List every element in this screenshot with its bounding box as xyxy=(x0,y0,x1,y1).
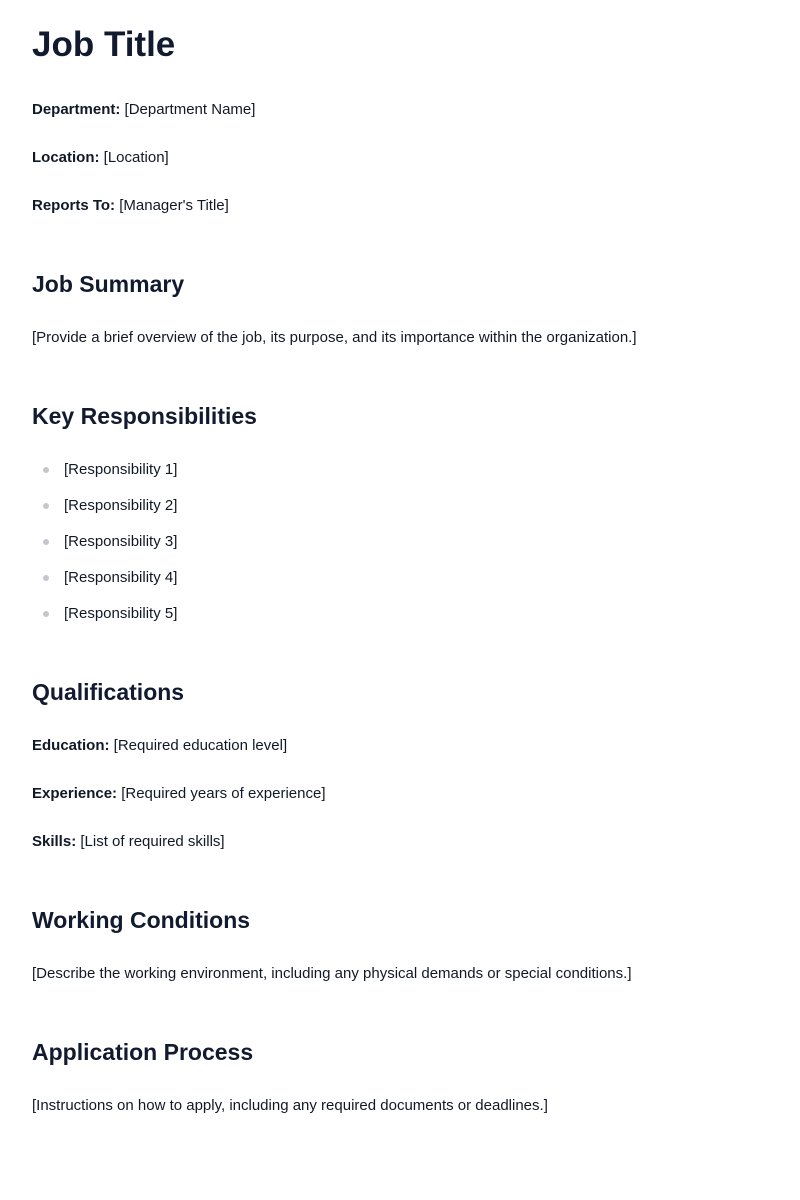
job-summary-heading: Job Summary xyxy=(32,271,185,297)
department-value: [Department Name] xyxy=(124,101,256,118)
list-item: [Responsibility 3] xyxy=(64,533,178,550)
skills-value: [List of required skills] xyxy=(80,833,225,850)
working-conditions-heading: Working Conditions xyxy=(32,907,251,933)
bullet-icon xyxy=(43,539,49,545)
key-responsibilities-heading: Key Responsibilities xyxy=(32,403,257,429)
list-item: [Responsibility 2] xyxy=(64,497,178,514)
education-label: Education: xyxy=(32,737,110,754)
application-process-heading: Application Process xyxy=(32,1039,254,1065)
experience-label: Experience: xyxy=(32,785,118,802)
department-label: Department: xyxy=(32,101,121,118)
working-conditions-text: [Describe the working environment, including any physical demands or special conditions.] xyxy=(32,965,632,982)
reports-to-line xyxy=(32,196,229,216)
skills-label: Skills: xyxy=(32,833,77,850)
experience-line xyxy=(32,784,326,804)
bullet-icon xyxy=(43,575,49,581)
bullet-icon xyxy=(43,611,49,617)
department-line xyxy=(32,100,255,120)
location-value: [Location] xyxy=(103,149,169,166)
qualifications-heading: Qualifications xyxy=(32,679,185,705)
location-label: Location: xyxy=(32,149,100,166)
list-item: [Responsibility 5] xyxy=(64,605,178,622)
bullet-icon xyxy=(43,503,49,509)
education-value: [Required education level] xyxy=(113,737,288,754)
skills-line xyxy=(32,832,225,852)
education-line xyxy=(32,736,287,756)
list-item: [Responsibility 1] xyxy=(64,461,178,478)
reports-to-value: [Manager's Title] xyxy=(119,197,229,214)
bullet-icon xyxy=(43,467,49,473)
page-title: Job Title xyxy=(32,25,176,64)
list-item: [Responsibility 4] xyxy=(64,569,178,586)
application-process-text: [Instructions on how to apply, including any required documents or deadlines.] xyxy=(32,1097,548,1114)
experience-value: [Required years of experience] xyxy=(121,785,326,802)
reports-to-label: Reports To: xyxy=(32,197,116,214)
location-line xyxy=(32,148,169,168)
job-summary-text: [Provide a brief overview of the job, its purpose, and its importance within the organization.] xyxy=(32,329,637,346)
